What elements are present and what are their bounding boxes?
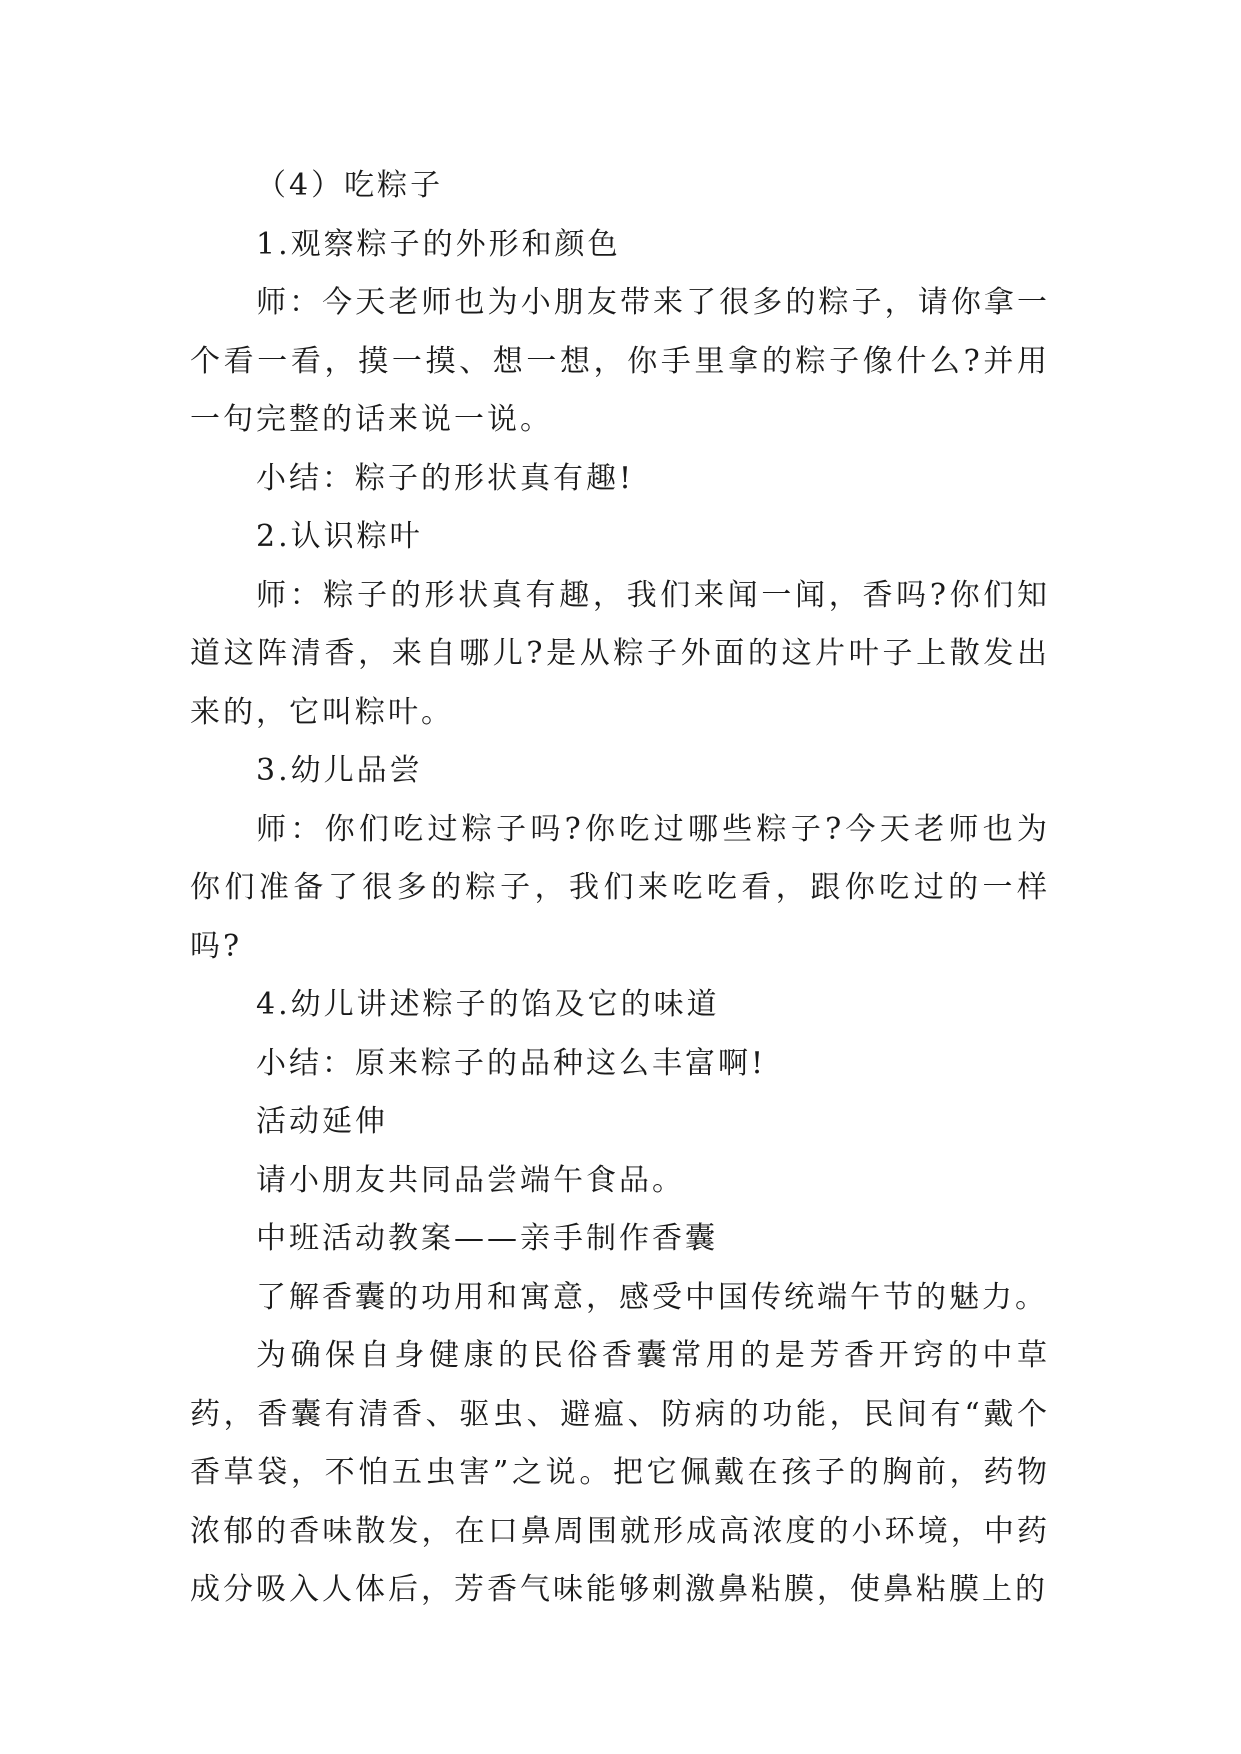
paragraph: 师：你们吃过粽子吗?你吃过哪些粽子?今天老师也为你们准备了很多的粽子，我们来吃吃看，跟你吃过的一样吗?: [190, 811, 1050, 964]
paragraph: 了解香囊的功用和寓意，感受中国传统端午节的魅力。: [256, 1279, 1048, 1315]
summary-line: 小结：原来粽子的品种这么丰富啊!: [256, 1045, 767, 1081]
paragraph: 为确保自身健康的民俗香囊常用的是芳香开窍的中草药，香囊有清香、驱虫、避瘟、防病的功能，民间有“戴个香草袋，不怕五虫害”之说。把它佩戴在孩子的胸前，药物浓郁的香味散发，在口鼻周围就形成高浓度的小环境，中药成分吸入人体后，芳香气味能够刺激鼻粘膜，使鼻粘膜上的: [190, 1338, 1050, 1607]
paragraph: 师：粽子的形状真有趣，我们来闻一闻，香吗?你们知道这阵清香，来自哪儿?是从粽子外面的这片叶子上散发出来的，它叫粽叶。: [190, 577, 1050, 730]
summary-line: 小结：粽子的形状真有趣!: [256, 460, 635, 496]
section-heading: 活动延伸: [256, 1104, 388, 1139]
step-heading: 3.幼儿品尝: [256, 753, 423, 788]
step-heading: 4.幼儿讲述粽子的馅及它的味道: [256, 987, 720, 1022]
document-body: [190, 157, 1050, 1620]
paragraph: 请小朋友共同品尝端午食品。: [256, 1162, 685, 1198]
section-heading: 中班活动教案——亲手制作香囊: [256, 1221, 718, 1256]
step-heading: 1.观察粽子的外形和颜色: [256, 226, 621, 262]
step-heading: 2.认识粽叶: [256, 519, 423, 554]
section-heading: （4）吃粽子: [256, 168, 444, 203]
paragraph: 师：今天老师也为小朋友带来了很多的粽子，请你拿一个看一看，摸一摸、想一想，你手里拿的粽子像什么?并用一句完整的话来说一说。: [190, 285, 1050, 437]
